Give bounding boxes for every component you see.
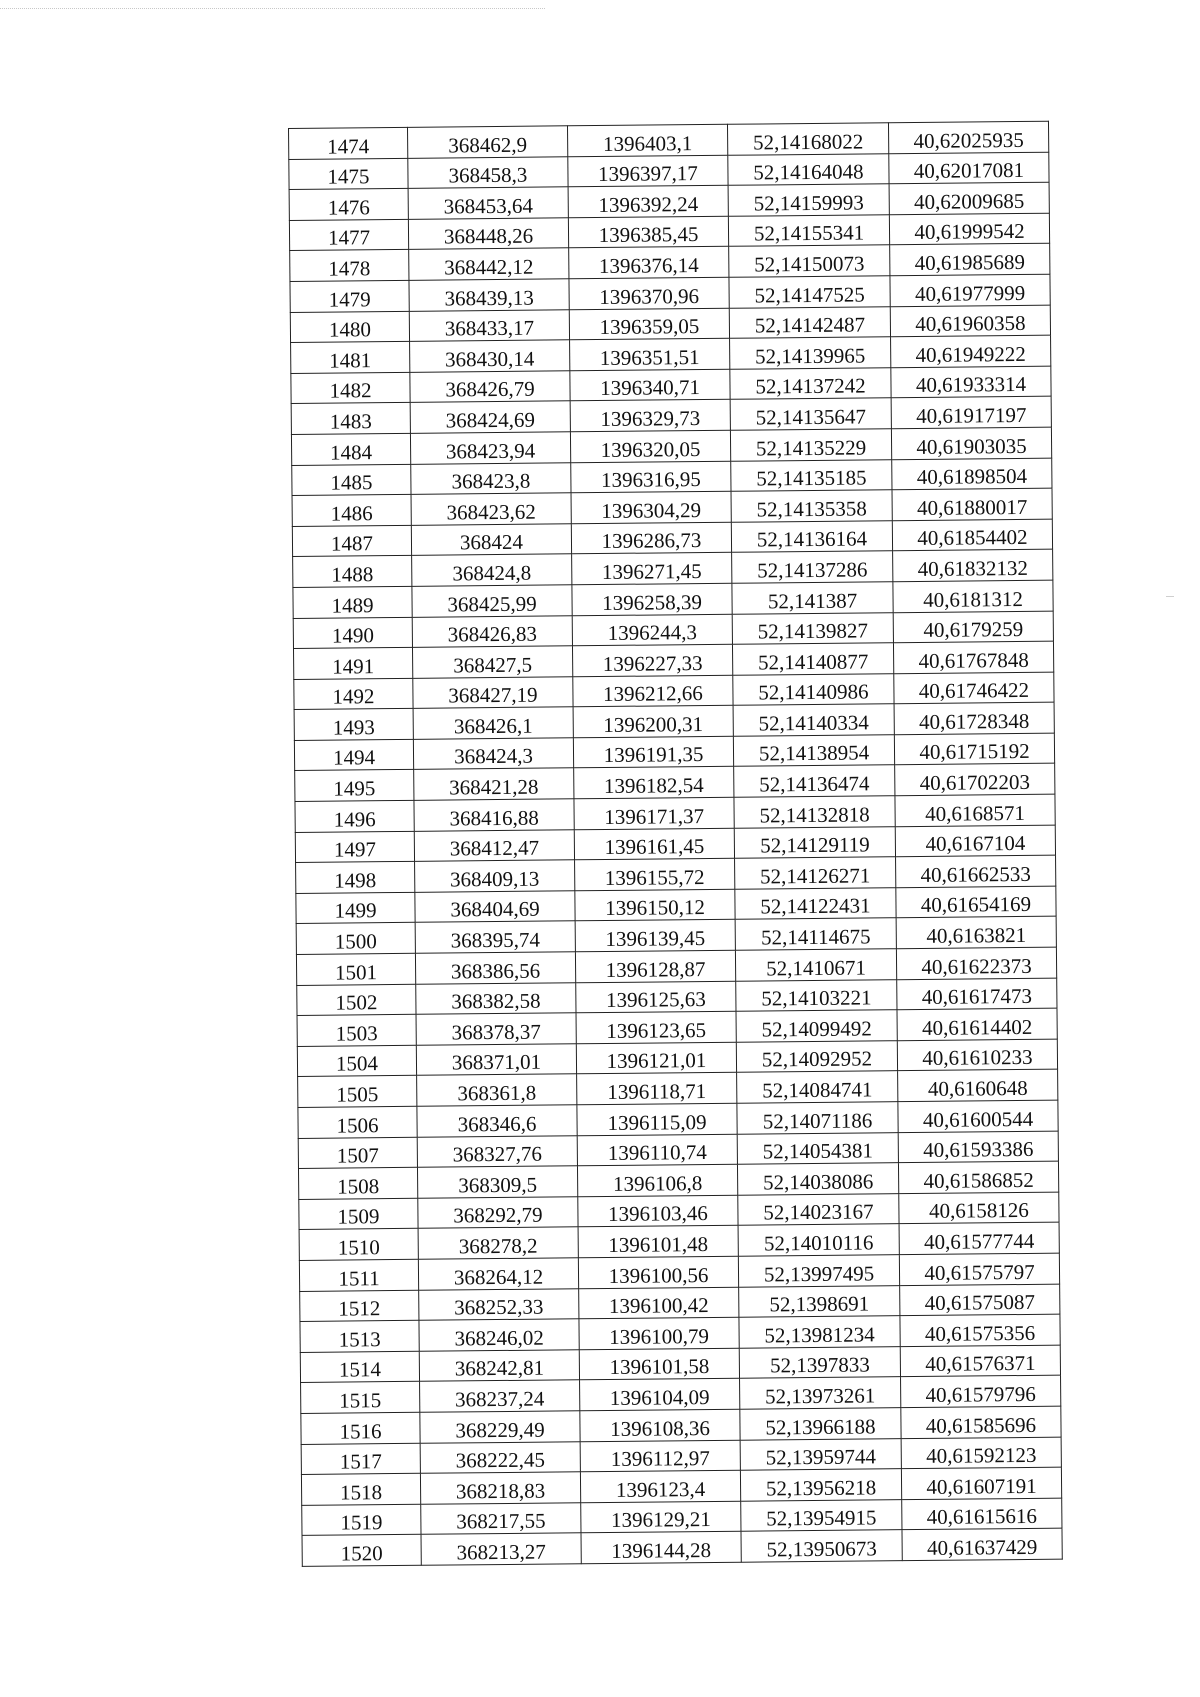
- x-coordinate-cell: 368442,12: [409, 248, 569, 280]
- point-number-cell: 1499: [296, 892, 415, 924]
- point-number-cell: 1481: [291, 341, 410, 373]
- point-number-cell: 1511: [299, 1259, 418, 1291]
- latitude-cell: 52,14038086: [737, 1163, 898, 1195]
- y-coordinate-cell: 1396351,51: [570, 338, 730, 370]
- y-coordinate-cell: 1396191,35: [573, 736, 733, 768]
- x-coordinate-cell: 368433,17: [409, 309, 569, 341]
- latitude-cell: 52,14135358: [731, 490, 892, 522]
- point-number-cell: 1492: [294, 678, 413, 710]
- longitude-cell: 40,61593386: [898, 1131, 1058, 1163]
- longitude-cell: 40,61600544: [898, 1100, 1058, 1132]
- latitude-cell: 52,14142487: [729, 306, 890, 338]
- longitude-cell: 40,61610233: [897, 1039, 1057, 1071]
- y-coordinate-cell: 1396258,39: [572, 583, 732, 615]
- x-coordinate-cell: 368439,13: [409, 279, 569, 311]
- x-coordinate-cell: 368327,76: [417, 1135, 577, 1167]
- x-coordinate-cell: 368371,01: [416, 1044, 576, 1076]
- longitude-cell: 40,61615616: [902, 1498, 1062, 1530]
- x-coordinate-cell: 368386,56: [415, 952, 575, 984]
- latitude-cell: 52,14137242: [730, 367, 891, 399]
- point-number-cell: 1497: [295, 831, 414, 863]
- latitude-cell: 52,14138954: [733, 735, 894, 767]
- y-coordinate-cell: 1396104,09: [580, 1379, 740, 1411]
- latitude-cell: 52,14164048: [728, 153, 889, 185]
- latitude-cell: 52,14150073: [729, 245, 890, 277]
- latitude-cell: 52,14136164: [731, 520, 892, 552]
- point-number-cell: 1474: [289, 127, 408, 159]
- latitude-cell: 52,14114675: [735, 918, 896, 950]
- latitude-cell: 52,14147525: [729, 276, 890, 308]
- point-number-cell: 1476: [289, 189, 408, 221]
- point-number-cell: 1495: [295, 770, 414, 802]
- point-number-cell: 1510: [299, 1229, 418, 1261]
- x-coordinate-cell: 368382,58: [416, 982, 576, 1014]
- longitude-cell: 40,62017081: [889, 152, 1049, 184]
- point-number-cell: 1488: [293, 556, 412, 588]
- latitude-cell: 52,14139827: [732, 612, 893, 644]
- y-coordinate-cell: 1396103,46: [578, 1195, 738, 1227]
- x-coordinate-cell: 368378,37: [416, 1013, 576, 1045]
- y-coordinate-cell: 1396100,42: [579, 1287, 739, 1319]
- x-coordinate-cell: 368309,5: [417, 1166, 577, 1198]
- point-number-cell: 1508: [298, 1167, 417, 1199]
- y-coordinate-cell: 1396115,09: [577, 1103, 737, 1135]
- longitude-cell: 40,61662533: [896, 855, 1056, 887]
- latitude-cell: 52,14135647: [730, 398, 891, 430]
- longitude-cell: 40,61575356: [900, 1314, 1060, 1346]
- x-coordinate-cell: 368346,6: [417, 1105, 577, 1137]
- latitude-cell: 52,14135229: [730, 429, 891, 461]
- y-coordinate-cell: 1396200,31: [573, 706, 733, 738]
- y-coordinate-cell: 1396227,33: [572, 644, 732, 676]
- latitude-cell: 52,14122431: [735, 888, 896, 920]
- y-coordinate-cell: 1396329,73: [570, 400, 730, 432]
- latitude-cell: 52,14137286: [732, 551, 893, 583]
- longitude-cell: 40,6158126: [899, 1192, 1059, 1224]
- longitude-cell: 40,61637429: [902, 1528, 1062, 1560]
- longitude-cell: 40,61999542: [889, 213, 1049, 245]
- longitude-cell: 40,61880017: [892, 488, 1052, 520]
- point-number-cell: 1501: [296, 953, 415, 985]
- y-coordinate-cell: 1396106,8: [577, 1164, 737, 1196]
- point-number-cell: 1496: [295, 800, 414, 832]
- x-coordinate-cell: 368237,24: [420, 1380, 580, 1412]
- latitude-cell: 52,14129119: [734, 826, 895, 858]
- point-number-cell: 1514: [300, 1351, 419, 1383]
- x-coordinate-cell: 368425,99: [412, 585, 572, 617]
- latitude-cell: 52,14010116: [738, 1224, 899, 1256]
- y-coordinate-cell: 1396182,54: [574, 767, 734, 799]
- y-coordinate-cell: 1396110,74: [577, 1134, 737, 1166]
- y-coordinate-cell: 1396123,65: [576, 1011, 736, 1043]
- y-coordinate-cell: 1396376,14: [569, 247, 729, 279]
- longitude-cell: 40,61898504: [892, 458, 1052, 490]
- latitude-cell: 52,14092952: [736, 1041, 897, 1073]
- longitude-cell: 40,61575797: [899, 1253, 1059, 1285]
- latitude-cell: 52,14168022: [727, 123, 888, 155]
- x-coordinate-cell: 368426,83: [412, 615, 572, 647]
- y-coordinate-cell: 1396108,36: [580, 1409, 740, 1441]
- y-coordinate-cell: 1396155,72: [575, 858, 735, 890]
- point-number-cell: 1504: [297, 1045, 416, 1077]
- latitude-cell: 52,13959744: [740, 1438, 901, 1470]
- y-coordinate-cell: 1396212,66: [573, 675, 733, 707]
- x-coordinate-cell: 368424,3: [413, 738, 573, 770]
- x-coordinate-cell: 368218,83: [420, 1472, 580, 1504]
- y-coordinate-cell: 1396139,45: [575, 920, 735, 952]
- point-number-cell: 1486: [292, 494, 411, 526]
- x-coordinate-cell: 368423,94: [410, 432, 570, 464]
- table-row: [302, 1528, 1062, 1566]
- latitude-cell: 52,141387: [732, 582, 893, 614]
- point-number-cell: 1502: [297, 984, 416, 1016]
- longitude-cell: 40,6163821: [896, 917, 1056, 949]
- latitude-cell: 52,13973261: [740, 1377, 901, 1409]
- longitude-cell: 40,61917197: [891, 397, 1051, 429]
- latitude-cell: 52,14140877: [732, 643, 893, 675]
- latitude-cell: 52,13981234: [739, 1316, 900, 1348]
- y-coordinate-cell: 1396118,71: [577, 1073, 737, 1105]
- point-number-cell: 1516: [301, 1412, 420, 1444]
- point-number-cell: 1515: [301, 1382, 420, 1414]
- latitude-cell: 52,14084741: [737, 1071, 898, 1103]
- point-number-cell: 1475: [289, 158, 408, 190]
- y-coordinate-cell: 1396304,29: [571, 491, 731, 523]
- point-number-cell: 1493: [294, 709, 413, 741]
- longitude-cell: 40,61767848: [893, 641, 1053, 673]
- y-coordinate-cell: 1396125,63: [576, 981, 736, 1013]
- longitude-cell: 40,61728348: [894, 702, 1054, 734]
- longitude-cell: 40,6181312: [893, 580, 1053, 612]
- point-number-cell: 1485: [292, 464, 411, 496]
- x-coordinate-cell: 368409,13: [415, 860, 575, 892]
- latitude-cell: 52,14135185: [731, 459, 892, 491]
- y-coordinate-cell: 1396370,96: [569, 277, 729, 309]
- x-coordinate-cell: 368416,88: [414, 799, 574, 831]
- longitude-cell: 40,61654169: [896, 886, 1056, 918]
- point-number-cell: 1520: [302, 1535, 421, 1567]
- x-coordinate-cell: 368246,02: [419, 1319, 579, 1351]
- point-number-cell: 1505: [298, 1076, 417, 1108]
- longitude-cell: 40,61949222: [891, 335, 1051, 367]
- point-number-cell: 1483: [291, 403, 410, 435]
- longitude-cell: 40,61614402: [897, 1008, 1057, 1040]
- longitude-cell: 40,61607191: [901, 1467, 1061, 1499]
- longitude-cell: 40,61586852: [898, 1161, 1058, 1193]
- x-coordinate-cell: 368424,69: [410, 401, 570, 433]
- longitude-cell: 40,62025935: [888, 121, 1048, 153]
- y-coordinate-cell: 1396271,45: [572, 553, 732, 585]
- y-coordinate-cell: 1396161,45: [574, 828, 734, 860]
- y-coordinate-cell: 1396123,4: [580, 1470, 740, 1502]
- x-coordinate-cell: 368217,55: [421, 1502, 581, 1534]
- x-coordinate-cell: 368412,47: [414, 829, 574, 861]
- latitude-cell: 52,13954915: [741, 1499, 902, 1531]
- x-coordinate-cell: 368252,33: [419, 1288, 579, 1320]
- longitude-cell: 40,61579796: [901, 1375, 1061, 1407]
- latitude-cell: 52,1398691: [739, 1285, 900, 1317]
- point-number-cell: 1489: [293, 586, 412, 618]
- latitude-cell: 52,13956218: [740, 1469, 901, 1501]
- y-coordinate-cell: 1396340,71: [570, 369, 730, 401]
- y-coordinate-cell: 1396320,05: [570, 430, 730, 462]
- point-number-cell: 1480: [290, 311, 409, 343]
- latitude-cell: 52,1410671: [735, 949, 896, 981]
- point-number-cell: 1512: [300, 1290, 419, 1322]
- scan-edge-mark: [0, 8, 545, 9]
- point-number-cell: 1518: [301, 1473, 420, 1505]
- longitude-cell: 40,62009685: [889, 182, 1049, 214]
- latitude-cell: 52,14139965: [730, 337, 891, 369]
- longitude-cell: 40,61702203: [895, 764, 1055, 796]
- y-coordinate-cell: 1396128,87: [575, 950, 735, 982]
- latitude-cell: 52,14103221: [736, 979, 897, 1011]
- y-coordinate-cell: 1396101,58: [579, 1348, 739, 1380]
- latitude-cell: 52,14159993: [728, 184, 889, 216]
- latitude-cell: 52,13997495: [738, 1255, 899, 1287]
- y-coordinate-cell: 1396171,37: [574, 797, 734, 829]
- point-number-cell: 1477: [289, 219, 408, 251]
- longitude-cell: 40,61622373: [896, 947, 1056, 979]
- x-coordinate-cell: 368424: [411, 524, 571, 556]
- longitude-cell: 40,6168571: [895, 794, 1055, 826]
- y-coordinate-cell: 1396144,28: [581, 1532, 741, 1564]
- coordinates-table-body: [289, 121, 1063, 1566]
- x-coordinate-cell: 368427,5: [412, 646, 572, 678]
- latitude-cell: 52,13966188: [740, 1408, 901, 1440]
- latitude-cell: 52,14136474: [734, 765, 895, 797]
- longitude-cell: 40,61933314: [891, 366, 1051, 398]
- longitude-cell: 40,6160648: [898, 1070, 1058, 1102]
- longitude-cell: 40,61903035: [891, 427, 1051, 459]
- y-coordinate-cell: 1396403,1: [567, 124, 727, 156]
- y-coordinate-cell: 1396286,73: [571, 522, 731, 554]
- longitude-cell: 40,61617473: [897, 978, 1057, 1010]
- x-coordinate-cell: 368458,3: [408, 156, 568, 188]
- x-coordinate-cell: 368222,45: [420, 1441, 580, 1473]
- x-coordinate-cell: 368404,69: [415, 891, 575, 923]
- longitude-cell: 40,61832132: [893, 549, 1053, 581]
- y-coordinate-cell: 1396392,24: [568, 185, 728, 217]
- x-coordinate-cell: 368361,8: [417, 1074, 577, 1106]
- point-number-cell: 1494: [294, 739, 413, 771]
- longitude-cell: 40,61746422: [894, 672, 1054, 704]
- y-coordinate-cell: 1396100,56: [578, 1256, 738, 1288]
- y-coordinate-cell: 1396397,17: [568, 155, 728, 187]
- y-coordinate-cell: 1396129,21: [581, 1501, 741, 1533]
- longitude-cell: 40,6179259: [893, 611, 1053, 643]
- point-number-cell: 1517: [301, 1443, 420, 1475]
- x-coordinate-cell: 368453,64: [408, 187, 568, 219]
- x-coordinate-cell: 368462,9: [407, 126, 567, 158]
- longitude-cell: 40,61575087: [900, 1284, 1060, 1316]
- x-coordinate-cell: 368430,14: [410, 340, 570, 372]
- x-coordinate-cell: 368242,81: [419, 1350, 579, 1382]
- longitude-cell: 40,61577744: [899, 1223, 1059, 1255]
- y-coordinate-cell: 1396316,95: [571, 461, 731, 493]
- point-number-cell: 1509: [299, 1198, 418, 1230]
- point-number-cell: 1519: [302, 1504, 421, 1536]
- longitude-cell: 40,61585696: [901, 1406, 1061, 1438]
- point-number-cell: 1507: [298, 1137, 417, 1169]
- latitude-cell: 52,14054381: [737, 1132, 898, 1164]
- x-coordinate-cell: 368421,28: [414, 768, 574, 800]
- point-number-cell: 1479: [290, 280, 409, 312]
- latitude-cell: 52,14023167: [738, 1193, 899, 1225]
- longitude-cell: 40,61960358: [890, 305, 1050, 337]
- latitude-cell: 52,14132818: [734, 796, 895, 828]
- longitude-cell: 40,61977999: [890, 274, 1050, 306]
- point-number-cell: 1482: [291, 372, 410, 404]
- x-coordinate-cell: 368213,27: [421, 1533, 581, 1565]
- point-number-cell: 1500: [296, 923, 415, 955]
- y-coordinate-cell: 1396244,3: [572, 614, 732, 646]
- x-coordinate-cell: 368264,12: [418, 1258, 578, 1290]
- point-number-cell: 1491: [293, 647, 412, 679]
- longitude-cell: 40,61854402: [892, 519, 1052, 551]
- y-coordinate-cell: 1396150,12: [575, 889, 735, 921]
- point-number-cell: 1487: [292, 525, 411, 557]
- x-coordinate-cell: 368448,26: [408, 218, 568, 250]
- scan-speck: [1166, 596, 1174, 597]
- y-coordinate-cell: 1396385,45: [568, 216, 728, 248]
- latitude-cell: 52,1397833: [739, 1346, 900, 1378]
- longitude-cell: 40,61715192: [894, 733, 1054, 765]
- x-coordinate-cell: 368423,8: [411, 462, 571, 494]
- longitude-cell: 40,61592123: [901, 1437, 1061, 1469]
- x-coordinate-cell: 368423,62: [411, 493, 571, 525]
- coordinates-table: [288, 121, 1063, 1567]
- latitude-cell: 52,14140334: [733, 704, 894, 736]
- longitude-cell: 40,6167104: [895, 825, 1055, 857]
- latitude-cell: 52,14155341: [728, 215, 889, 247]
- y-coordinate-cell: 1396101,48: [578, 1226, 738, 1258]
- y-coordinate-cell: 1396121,01: [576, 1042, 736, 1074]
- point-number-cell: 1498: [296, 862, 415, 894]
- longitude-cell: 40,61576371: [900, 1345, 1060, 1377]
- latitude-cell: 52,13950673: [741, 1530, 902, 1562]
- point-number-cell: 1484: [291, 433, 410, 465]
- y-coordinate-cell: 1396100,79: [579, 1317, 739, 1349]
- latitude-cell: 52,14071186: [737, 1102, 898, 1134]
- latitude-cell: 52,14140986: [733, 673, 894, 705]
- y-coordinate-cell: 1396112,97: [580, 1440, 740, 1472]
- x-coordinate-cell: 368426,1: [413, 707, 573, 739]
- x-coordinate-cell: 368292,79: [418, 1197, 578, 1229]
- point-number-cell: 1513: [300, 1320, 419, 1352]
- point-number-cell: 1490: [293, 617, 412, 649]
- latitude-cell: 52,14126271: [735, 857, 896, 889]
- x-coordinate-cell: 368229,49: [420, 1411, 580, 1443]
- point-number-cell: 1503: [297, 1015, 416, 1047]
- point-number-cell: 1478: [290, 250, 409, 282]
- longitude-cell: 40,61985689: [890, 244, 1050, 276]
- latitude-cell: 52,14099492: [736, 1010, 897, 1042]
- x-coordinate-cell: 368395,74: [415, 921, 575, 953]
- y-coordinate-cell: 1396359,05: [569, 308, 729, 340]
- x-coordinate-cell: 368426,79: [410, 371, 570, 403]
- x-coordinate-cell: 368424,8: [412, 554, 572, 586]
- point-number-cell: 1506: [298, 1106, 417, 1138]
- x-coordinate-cell: 368278,2: [418, 1227, 578, 1259]
- x-coordinate-cell: 368427,19: [413, 676, 573, 708]
